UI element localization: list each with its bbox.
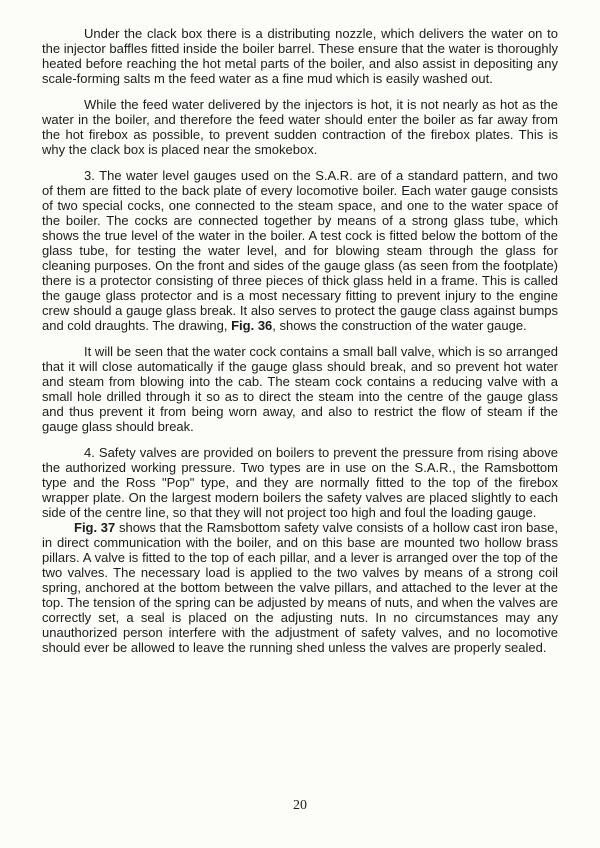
paragraph-p6 [42,520,558,655]
text-run: 3. The water level gauges used on the S.A.R. are of a standard pattern, and two of them are fitted to the back plate of every locomotive boiler. Each water gauge consists of two special cocks, one connected to the steam space, and one to the water space of the boiler. The cocks are connected together by means of a strong glass tube, which shows the true level of the water in the boiler. A test cock is fitted below the bottom of the glass tube, for testing the water level, and for blowing steam through the glass for cleaning purposes. On the front and sides of the gauge glass (as seen from the footplate) there is a protector consisting of three pieces of thick glass held in a frame. This is called the gauge glass protector and is a most necessary fitting to prevent injury to the engine crew should a gauge glass break. It also serves to protect the gauge class against bumps and cold draughts. The drawing, [42,168,558,333]
text-run: shows that the Ramsbottom safety valve consists of a hollow cast iron base, in direct communication with the boiler, and on this base are mounted two hollow brass pillars. A valve is fitted to the top of each pillar, and a lever is arranged over the top of the two valves. The necessary load is applied to the two valves by means of a strong coil spring, anchored at the bottom between the valve pillars, and attached to the lever at the top. The tension of the spring can be adjusted by means of nuts, and when the valves are correctly set, a seal is placed on the adjusting nuts. In no circumstances may any unauthorized person interfere with the adjustment of safety valves, and no locomotive should ever be allowed to leave the running shed unless the valves are properly sealed. [42,520,558,655]
page-number: 20 [293,798,307,813]
figure-reference: Fig. 36 [231,318,273,333]
text-run: While the feed water delivered by the injectors is hot, it is not nearly as hot as the water in the boiler, and therefore the feed water should enter the boiler as far away from the hot firebox as possible, to prevent sudden contraction of the firebox plates. This is why the clack box is placed near the smokebox. [42,97,558,157]
text-run: Under the clack box there is a distributing nozzle, which delivers the water on to the injector baffles fitted inside the boiler barrel. These ensure that the water is thoroughly heated before reaching the hot metal parts of the boiler, and also assist in depositing any scale-forming salts m the feed water as a fine mud which is easily washed out. [42,26,558,86]
text-block [42,26,558,655]
paragraph-p1 [42,26,558,86]
paragraph-p3 [42,168,558,333]
text-run: , shows the construction of the water gauge. [272,318,527,333]
figure-reference: Fig. 37 [74,520,116,535]
text-run: 4. Safety valves are provided on boilers to prevent the pressure from rising above the authorized working pressure. Two types are in use on the S.A.R., the Ramsbottom type and the Ross "Pop" type, and they are normally fitted to the top of the firebox wrapper plate. On the largest modern boilers the safety valves are placed slightly to each side of the centre line, so that they will not project too high and foul the loading gauge. [42,445,558,520]
paragraph-p5 [42,445,558,520]
paragraph-p4 [42,344,558,434]
text-run: It will be seen that the water cock contains a small ball valve, which is so arranged that it will close automatically if the gauge glass should break, and so prevent hot water and steam from blowing into the cab. The steam cock contains a reducing valve with a small hole drilled through it so as to direct the steam into the centre of the gauge glass and thus prevent it from being worn away, and also to restrict the flow of steam if the gauge glass should break. [42,344,558,434]
paragraph-p2 [42,97,558,157]
